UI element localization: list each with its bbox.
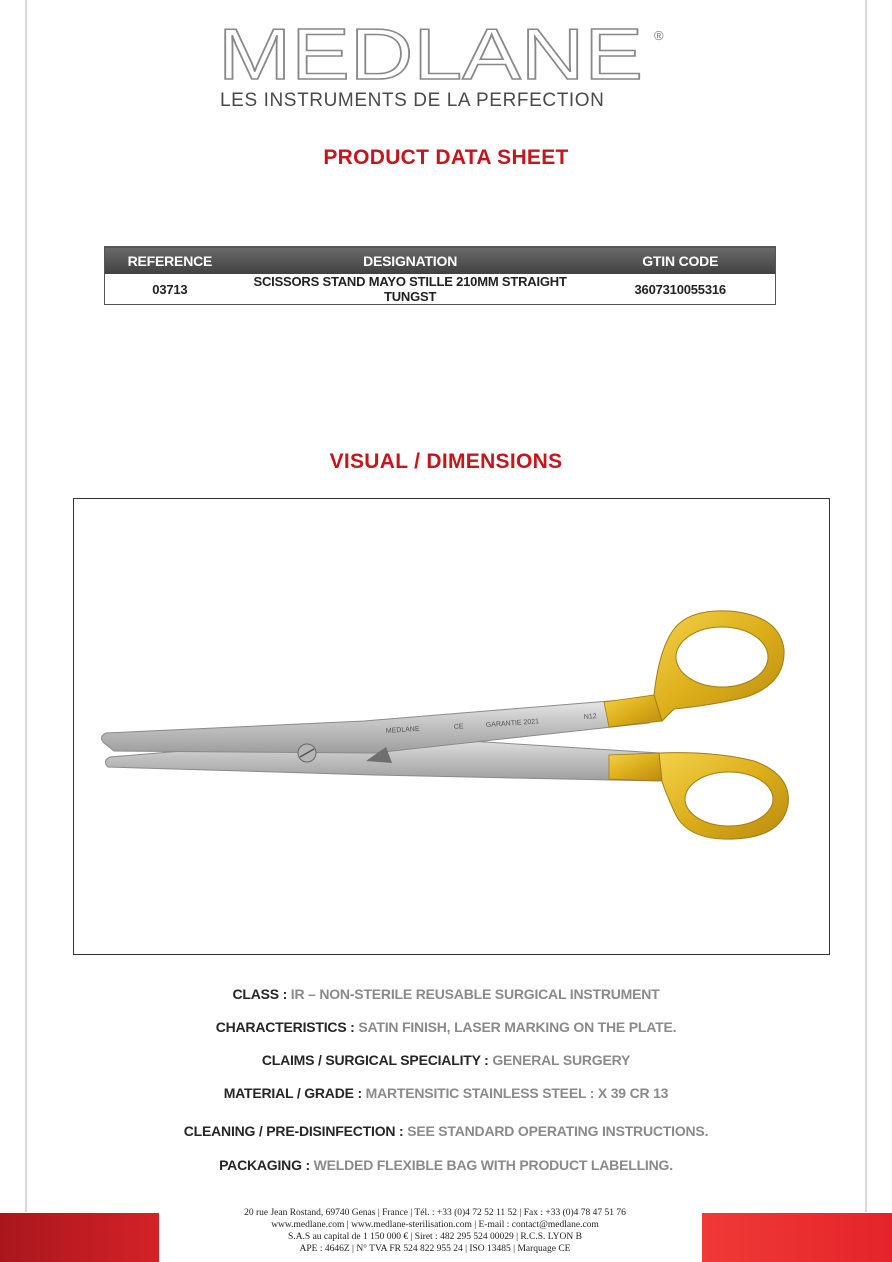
logo-wordmark: MEDLANE	[218, 22, 643, 92]
gtin-cell: 3607310055316	[634, 281, 726, 297]
spec-packaging	[0, 1157, 892, 1173]
spec-label: CHARACTERISTICS :	[215, 1019, 355, 1035]
spec-value: IR – NON-STERILE REUSABLE SURGICAL INSTRUMENT	[290, 986, 660, 1002]
scissors-image	[74, 499, 831, 956]
footer-legal: S.A.S au capital de 1 150 000 € | Siret : 482 295 524 00029 | R.C.S. LYON B	[288, 1232, 582, 1242]
footer-address: 20 rue Jean Rostand, 69740 Genas | France | Tél. : +33 (0)4 72 52 11 52 | Fax : +33 (0)4 78 47 51 76	[244, 1208, 626, 1218]
spec-label: CLAIMS / SURGICAL SPECIALITY :	[261, 1052, 489, 1068]
spec-value: SATIN FINISH, LASER MARKING ON THE PLATE.	[358, 1019, 677, 1035]
spec-label: PACKAGING :	[219, 1157, 310, 1173]
footer-web-email: www.medlane.com | www.medlane-sterilisation.com | E-mail : contact@medlane.com	[271, 1220, 599, 1230]
footer-red-bar-left	[0, 1213, 159, 1262]
spec-material	[0, 1085, 892, 1101]
spec-value: GENERAL SURGERY	[492, 1052, 631, 1068]
spec-class	[0, 986, 892, 1002]
spec-value: MARTENSITIC STAINLESS STEEL : X 39 CR 13	[365, 1085, 669, 1101]
product-data-sheet-title: PRODUCT DATA SHEET	[323, 146, 569, 169]
footer-registration: APE : 4646Z | N° TVA FR 524 822 955 24 | ISO 13485 | Marquage CE	[299, 1244, 571, 1254]
footer-red-bar-right	[702, 1213, 892, 1262]
table-row	[105, 274, 776, 305]
column-header-gtin: GTIN CODE	[585, 247, 775, 275]
logo-tagline: LES INSTRUMENTS DE LA PERFECTION	[220, 90, 605, 111]
spec-value: SEE STANDARD OPERATING INSTRUCTIONS.	[407, 1123, 709, 1139]
column-header-reference: REFERENCE	[105, 247, 235, 275]
table-header-row	[105, 247, 776, 275]
spec-label: CLEANING / PRE-DISINFECTION :	[183, 1123, 404, 1139]
reference-cell: 03713	[152, 281, 188, 297]
spec-characteristics	[0, 1019, 892, 1035]
engraving-brand: MEDLANE	[385, 725, 420, 735]
visual-dimensions-title: VISUAL / DIMENSIONS	[329, 450, 563, 473]
spec-cleaning	[0, 1123, 892, 1139]
engraving-garantie: GARANTIE 2021	[485, 718, 540, 729]
spec-label: MATERIAL / GRADE :	[223, 1085, 362, 1101]
spec-value: WELDED FLEXIBLE BAG WITH PRODUCT LABELLING.	[313, 1157, 673, 1173]
spec-label: CLASS :	[232, 986, 288, 1002]
registered-mark: ®	[654, 28, 664, 43]
footer-company-info	[170, 1207, 700, 1255]
engraving-ce: CE	[453, 723, 464, 731]
spec-claims	[0, 1052, 892, 1068]
designation-cell: SCISSORS STAND MAYO STILLE 210MM STRAIGHT TUNGST	[253, 274, 567, 304]
column-header-designation: DESIGNATION	[235, 247, 586, 275]
product-image-frame	[73, 498, 830, 955]
engraving-n12: N12	[583, 713, 597, 721]
product-reference-table	[104, 246, 776, 305]
